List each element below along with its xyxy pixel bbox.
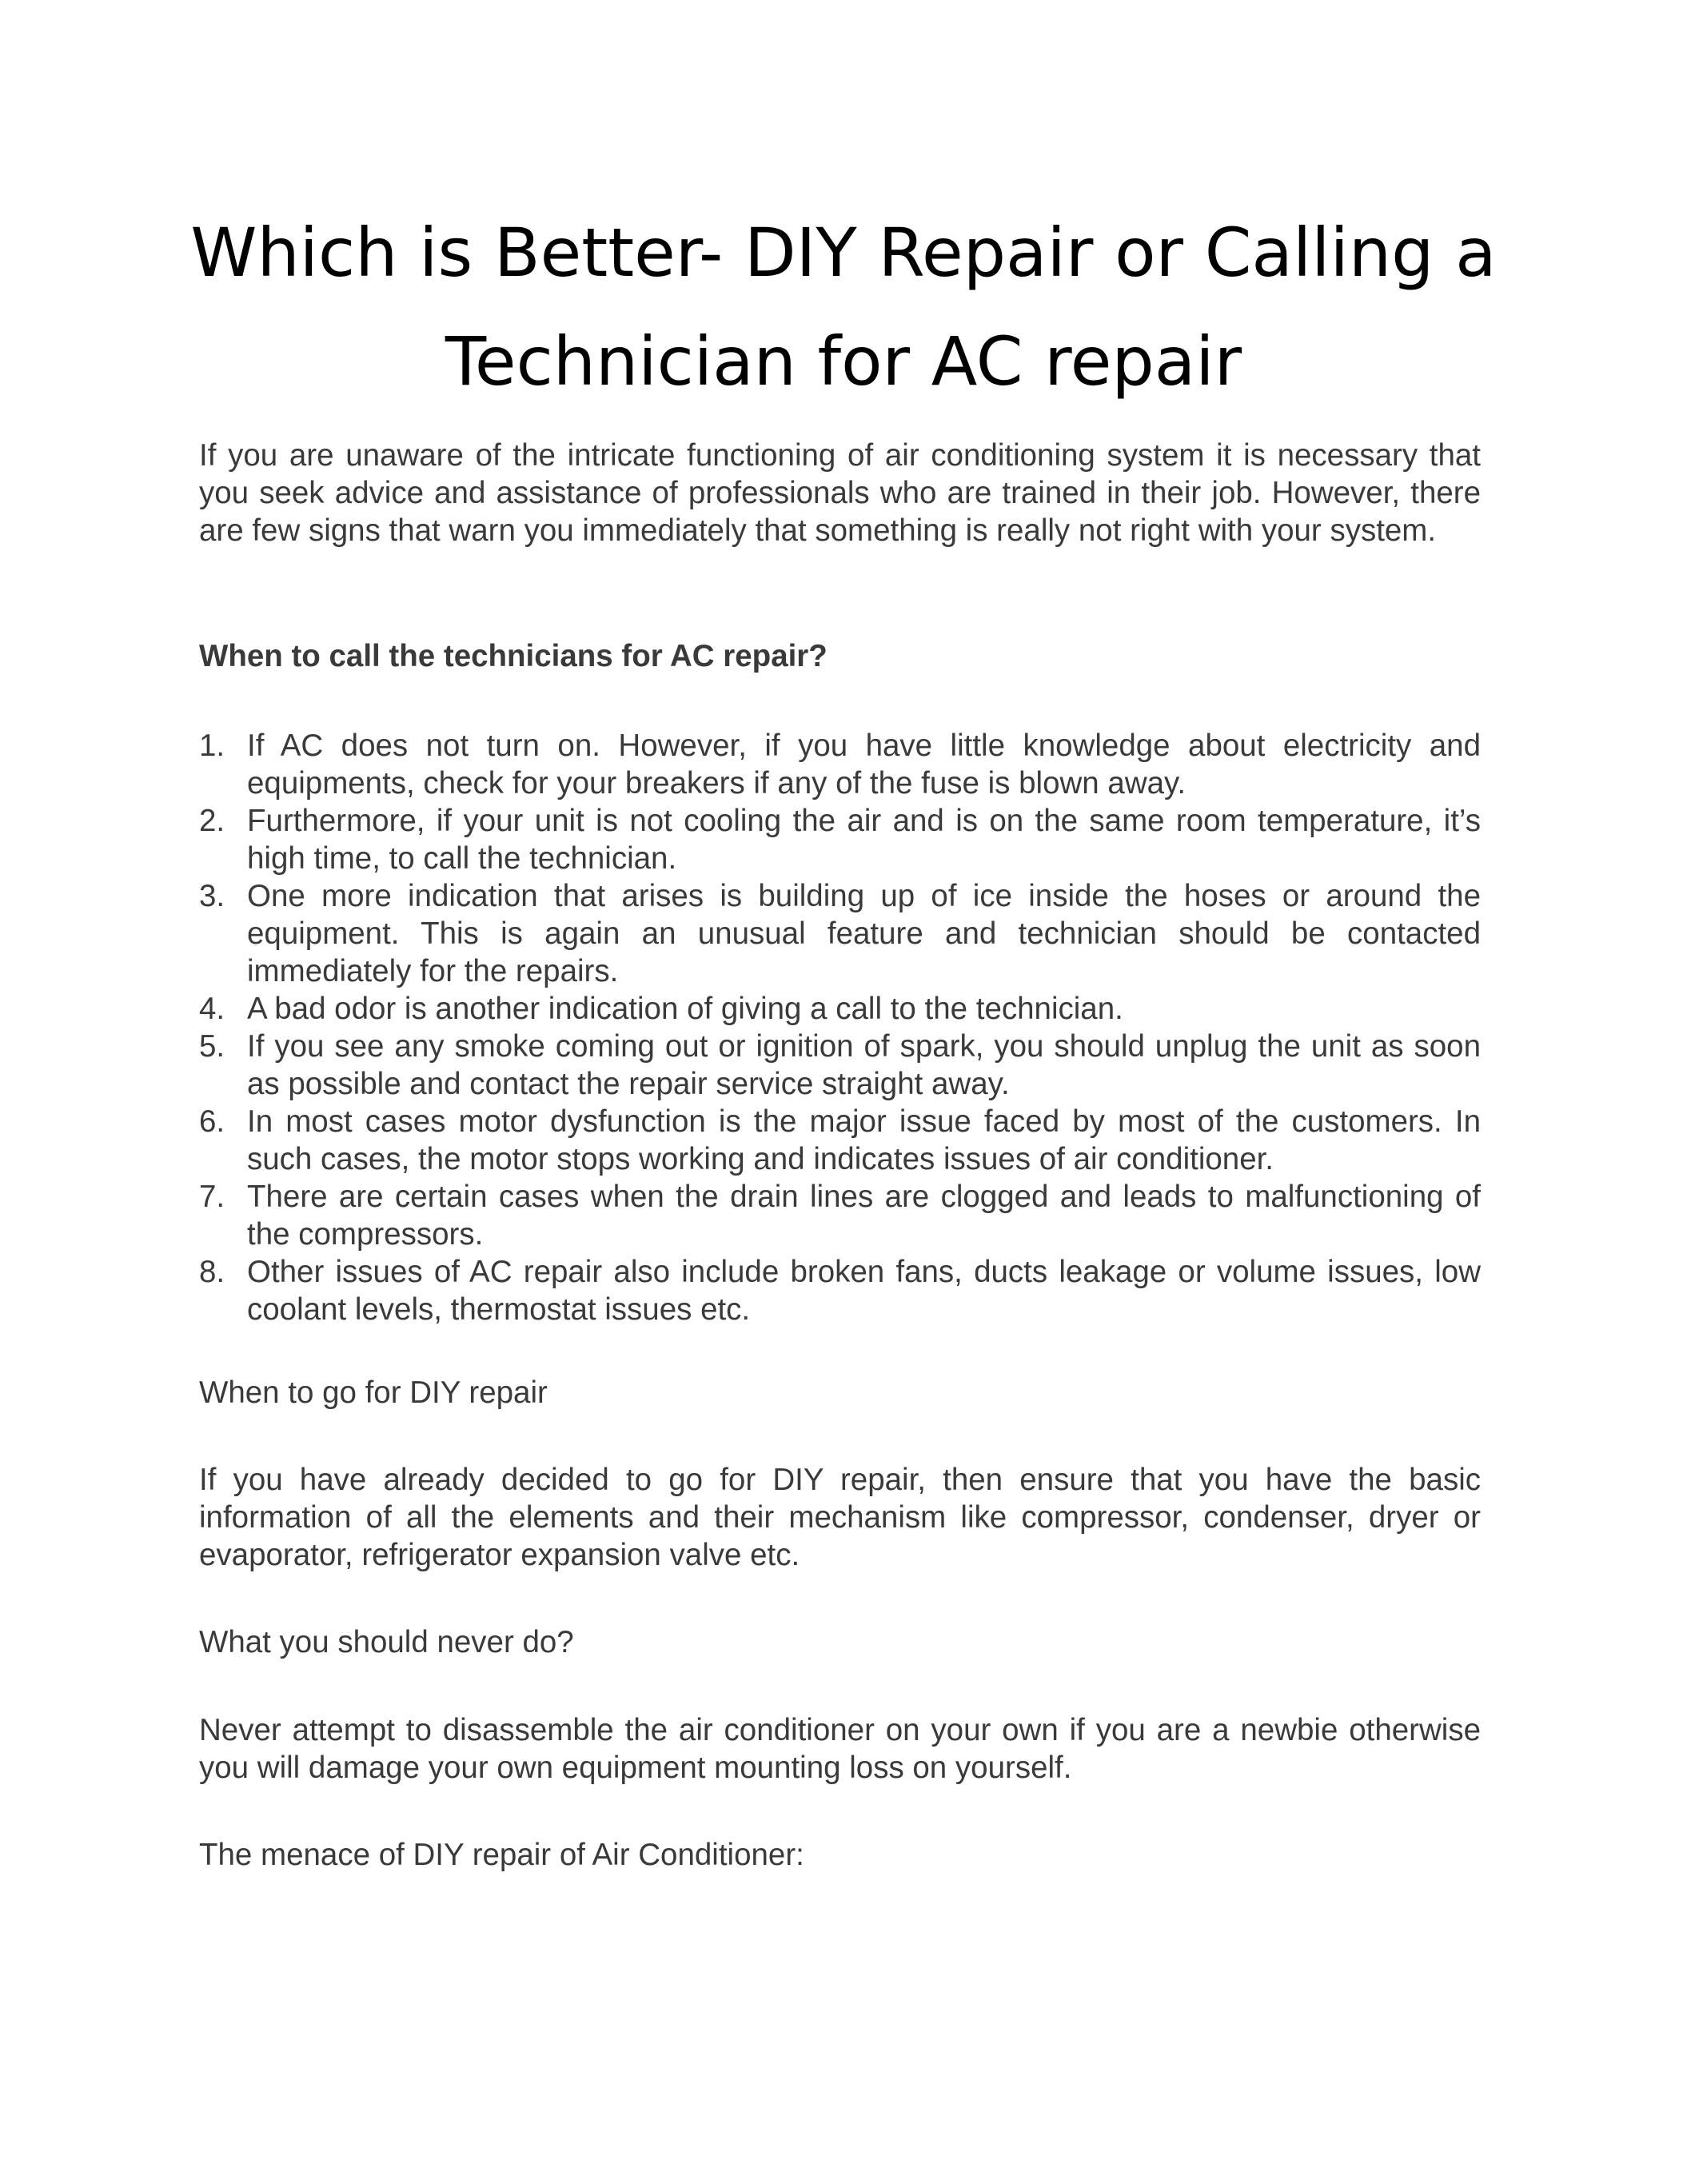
list-item-number: 1. <box>199 729 225 763</box>
section-heading-never-do: What you should never do? <box>199 1625 574 1659</box>
list-item <box>199 727 1481 802</box>
list-item-text: There are certain cases when the drain lines are clogged and leads to malfunctioning of the compressors. <box>247 1180 1481 1252</box>
list-item-text: If you see any smoke coming out or ignition of spark, you should unplug the unit as soon as possible and contact the repair service straight away. <box>247 1029 1481 1101</box>
list-item <box>199 877 1481 990</box>
list-item <box>199 1253 1481 1328</box>
list-item-text: If AC does not turn on. However, if you have little knowledge about electricity and equipments, check for your breakers if any of the fuse is blown away. <box>247 729 1481 801</box>
list-item-text: One more indication that arises is building up of ice inside the hoses or around the equipment. This is again an unusual feature and technician should be contacted immediately for the repairs. <box>247 879 1481 988</box>
list-item <box>199 1103 1481 1178</box>
list-item <box>199 990 1481 1028</box>
list-item-number: 6. <box>199 1104 225 1139</box>
list-item <box>199 802 1481 877</box>
list-item-text: A bad odor is another indication of giving a call to the technician. <box>247 992 1123 1026</box>
page-title: Which is Better- DIY Repair or Calling a Technician for AC repair <box>190 214 1497 401</box>
section-heading-menace: The menace of DIY repair of Air Conditioner: <box>199 1838 804 1872</box>
list-item <box>199 1178 1481 1253</box>
never-do-paragraph: Never attempt to disassemble the air conditioner on your own if you are a newbie otherwise you will damage your own equipment mounting loss on yourself. <box>199 1713 1481 1785</box>
list-item-text: In most cases motor dysfunction is the major issue faced by most of the customers. In such cases, the motor stops working and indicates issues of air conditioner. <box>247 1104 1481 1176</box>
signs-list <box>199 727 1481 1328</box>
diy-paragraph: If you have already decided to go for DIY repair, then ensure that you have the basic information of all the elements and their mechanism like compressor, condenser, dryer or evaporator, refrigerator expansion valve etc. <box>199 1463 1481 1572</box>
list-item-number: 7. <box>199 1180 225 1214</box>
intro-paragraph: If you are unaware of the intricate functioning of air conditioning system it is necessary that you seek advice and assistance of professionals who are trained in their job. However, there are few signs that warn you immediately that something is really not right with your system. <box>199 438 1481 548</box>
list-item-number: 5. <box>199 1029 225 1064</box>
section-heading-diy: When to go for DIY repair <box>199 1375 548 1410</box>
list-item-number: 2. <box>199 804 225 838</box>
list-item-number: 4. <box>199 992 225 1026</box>
list-item-number: 8. <box>199 1255 225 1289</box>
list-item-text: Other issues of AC repair also include broken fans, ducts leakage or volume issues, low coolant levels, thermostat issues etc. <box>247 1255 1481 1327</box>
section-heading-technicians: When to call the technicians for AC repair? <box>199 639 828 673</box>
list-item-number: 3. <box>199 879 225 913</box>
list-item <box>199 1028 1481 1103</box>
list-item-text: Furthermore, if your unit is not cooling the air and is on the same room temperature, it’s high time, to call the technician. <box>247 804 1481 876</box>
